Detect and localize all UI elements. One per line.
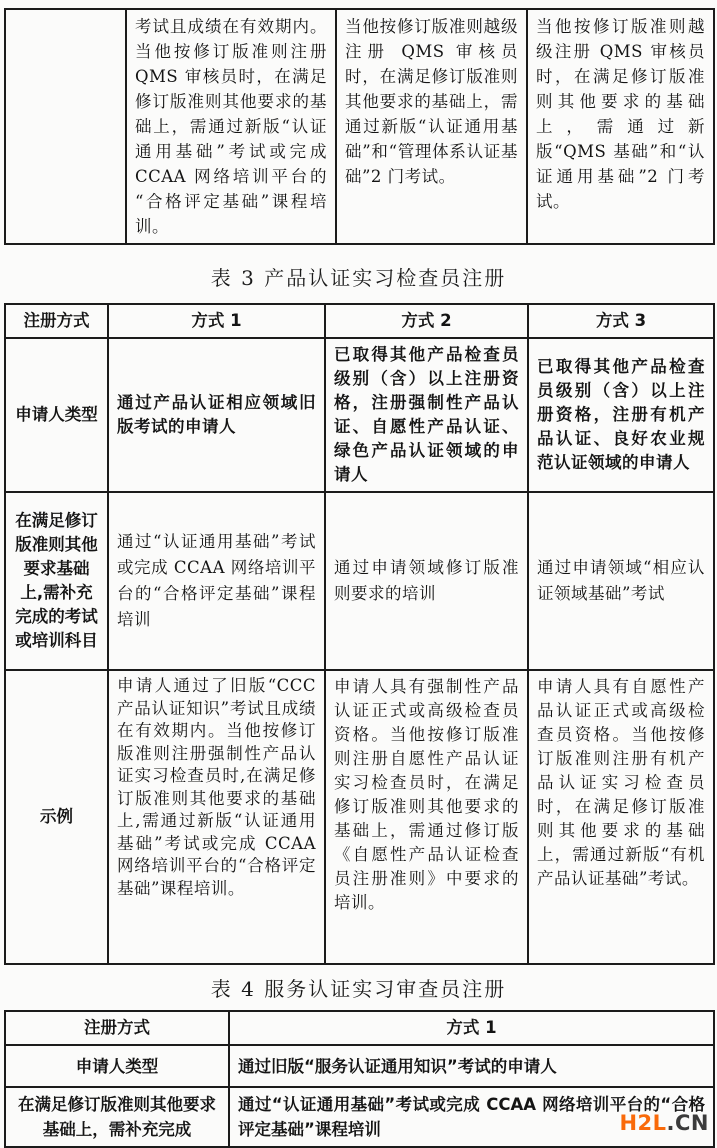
watermark-suffix: .CN bbox=[666, 1111, 709, 1135]
cell-t4-applicant-way1: 通过旧版“服务认证通用知识”考试的申请人 bbox=[229, 1045, 714, 1087]
table3-row-example bbox=[5, 670, 714, 964]
table3-header-way1: 方式 1 bbox=[108, 304, 325, 338]
watermark-brand: H2L bbox=[619, 1111, 667, 1135]
table-cell-empty bbox=[5, 9, 126, 244]
cell-applicant-way1: 通过产品认证相应领域旧版考试的申请人 bbox=[108, 338, 325, 492]
table3-row-supplementary bbox=[5, 492, 714, 670]
table4-caption: 表 4 服务认证实习审查员注册 bbox=[210, 977, 507, 1001]
service-cert-auditor-table bbox=[4, 1010, 715, 1148]
table3-row-applicant-type bbox=[5, 338, 714, 492]
row-header-example: 示例 bbox=[5, 670, 108, 964]
table4-header-row bbox=[5, 1011, 714, 1045]
table-cell-way1-example: 考试且成绩在有效期内。当他按修订版准则注册 QMS 审核员时，在满足修订版准则其他要求的基础上，需通过新版“认证通用基础”考试或完成 CCAA 网络培训平台的 “合格评定基础”课程培训。 bbox=[126, 9, 336, 244]
cell-applicant-way2: 已取得其他产品检查员级别（含）以上注册资格，注册强制性产品认证、自愿性产品认证、绿色产品认证领域的申请人 bbox=[325, 338, 528, 492]
cell-example-way1: 申请人通过了旧版“CCC产品认证知识”考试且成绩在有效期内。当他按修订版准则注册强制性产品认证实习检查员时,在满足修订版准则其他要求的基础上,需通过新版“认证通用基础”考试或完成 CCAA 网络培训平台的“合格评定基础”课程培训。 bbox=[108, 670, 325, 964]
cell-supplementary-way1: 通过“认证通用基础”考试或完成 CCAA 网络培训平台的“合格评定基础”课程培训 bbox=[108, 492, 325, 670]
cell-example-way2: 申请人具有强制性产品认证正式或高级检查员资格。当他按修订版准则注册自愿性产品认证实习检查员时，在满足修订版准则其他要求的基础上，需通过修订版《自愿性产品认证检查员注册准则》中要求的培训。 bbox=[325, 670, 528, 964]
product-cert-inspector-table bbox=[4, 303, 715, 965]
table4-row-supplementary bbox=[5, 1087, 714, 1147]
table4-row-applicant-type bbox=[5, 1045, 714, 1087]
table3-header-way3: 方式 3 bbox=[528, 304, 714, 338]
qms-auditor-table-fragment bbox=[4, 8, 715, 245]
row-header-supplementary-t4: 在满足修订版准则其他要求基础上，需补充完成 bbox=[5, 1087, 229, 1147]
cell-applicant-way3: 已取得其他产品检查员级别（含）以上注册资格，注册有机产品认证、良好农业规范认证领域的申请人 bbox=[528, 338, 714, 492]
cell-supplementary-way3: 通过申请领域“相应认证领域基础”考试 bbox=[528, 492, 714, 670]
cell-supplementary-way2: 通过申请领域修订版准则要求的培训 bbox=[325, 492, 528, 670]
row-header-supplementary: 在满足修订版准则其他要求基础上,需补充完成的考试或培训科目 bbox=[5, 492, 108, 670]
table3-caption: 表 3 产品认证实习检查员注册 bbox=[210, 266, 507, 290]
table-row bbox=[5, 9, 714, 244]
table4-header-method: 注册方式 bbox=[5, 1011, 229, 1045]
table-cell-way3-example: 当他按修订版准则越级注册 QMS 审核员时，在满足修订版准则其他要求的基础上，需通过新版“QMS 基础”和“认证通用基础”2 门考试。 bbox=[527, 9, 714, 244]
table3-header-way2: 方式 2 bbox=[325, 304, 528, 338]
row-header-applicant-type: 申请人类型 bbox=[5, 338, 108, 492]
table4-header-way1: 方式 1 bbox=[229, 1011, 714, 1045]
table-cell-way2-example: 当他按修订版准则越级注册 QMS 审核员时，在满足修订版准则其他要求的基础上，需通过新版“认证通用基础”和“管理体系认证基础”2 门考试。 bbox=[336, 9, 527, 244]
cell-t4-supplementary-way1: 通过“认证通用基础”考试或完成 CCAA 网络培训平台的“合格评定基础”课程培训 bbox=[229, 1087, 714, 1147]
watermark bbox=[619, 1111, 709, 1135]
row-header-applicant-type-t4: 申请人类型 bbox=[5, 1045, 229, 1087]
table3-header-row bbox=[5, 304, 714, 338]
cell-example-way3: 申请人具有自愿性产品认证正式或高级检查员资格。当他按修订版准则注册有机产品认证实习检查员时，在满足修订版准则其他要求的基础上，需通过新版“有机产品认证基础”考试。 bbox=[528, 670, 714, 964]
table3-header-method: 注册方式 bbox=[5, 304, 108, 338]
